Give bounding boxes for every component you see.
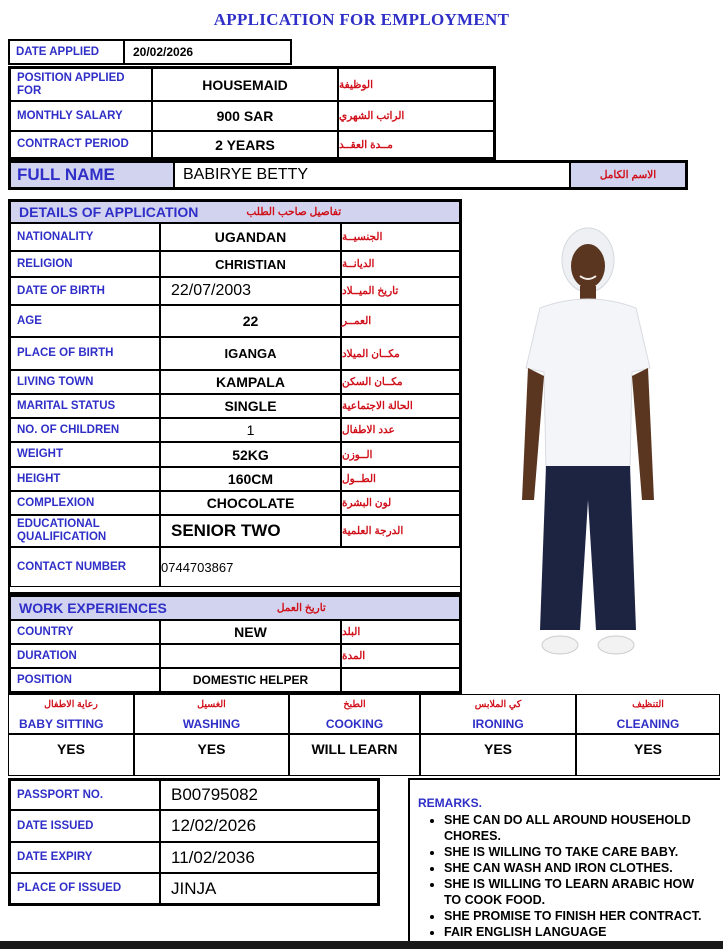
details-row-arabic: الدرجة العلمية (341, 515, 460, 547)
details-row-value: IGANGA (160, 337, 341, 370)
remarks-block (408, 778, 720, 942)
details-row-label: DATE OF BIRTH (10, 277, 160, 305)
full-name-value: BABIRYE BETTY (174, 162, 570, 188)
details-row-arabic: الديانــة (341, 251, 460, 277)
skill-header-cell (420, 694, 576, 734)
details-row-label: CONTACT NUMBER (10, 547, 160, 587)
details-header-label: DETAILS OF APPLICATION (19, 204, 199, 220)
details-row-label: LIVING TOWN (10, 370, 160, 394)
full-name-label: FULL NAME (10, 162, 174, 188)
work-row-arabic (341, 668, 460, 692)
details-row-value: SINGLE (160, 394, 341, 418)
passport-label: DATE EXPIRY (10, 842, 160, 873)
skill-arabic: رعاية الاطفال (44, 699, 98, 710)
work-row-arabic: المدة (341, 644, 460, 668)
skill-label: IRONING (472, 717, 524, 731)
details-row-arabic: الطــول (341, 467, 460, 491)
contract-value: 2 YEARS (152, 131, 338, 158)
passport-label: PLACE OF ISSUED (10, 873, 160, 904)
details-row-value: 22 (160, 305, 341, 337)
position-value: HOUSEMAID (152, 68, 338, 101)
details-row-arabic: الــوزن (341, 442, 460, 467)
details-row-label: RELIGION (10, 251, 160, 277)
passport-value: B00795082 (160, 780, 378, 810)
skill-value: YES (134, 734, 289, 776)
work-row-value: DOMESTIC HELPER (160, 668, 341, 692)
skill-value: YES (8, 734, 134, 776)
details-row-value: UGANDAN (160, 223, 341, 251)
details-row-label: WEIGHT (10, 442, 160, 467)
applicant-photo (500, 200, 710, 670)
details-row-value: CHRISTIAN (160, 251, 341, 277)
details-row-label: PLACE OF BIRTH (10, 337, 160, 370)
details-row-value: KAMPALA (160, 370, 341, 394)
details-row-arabic: لون البشرة (341, 491, 460, 515)
details-row-arabic: عدد الاطفال (341, 418, 460, 442)
salary-arabic: الراتب الشهري (338, 101, 494, 131)
details-row-arabic: الجنسيــة (341, 223, 460, 251)
position-arabic: الوظيفة (338, 68, 494, 101)
details-row-label: NATIONALITY (10, 223, 160, 251)
details-header (10, 201, 460, 223)
contract-arabic: مــدة العقــد (338, 131, 494, 158)
applicant-figure-illustration (500, 200, 710, 670)
details-row-value: 22/07/2003 (160, 277, 341, 305)
work-row-label: POSITION (10, 668, 160, 692)
skill-label: WASHING (182, 717, 241, 731)
details-row-label: MARITAL STATUS (10, 394, 160, 418)
bottom-border (0, 941, 723, 949)
details-row-value: 52KG (160, 442, 341, 467)
remark-item: • SHE IS WILLING TO TAKE CARE BABY. (444, 844, 712, 860)
passport-value: JINJA (160, 873, 378, 904)
skill-label: BABY SITTING (19, 717, 104, 731)
remarks-title: REMARKS. (418, 796, 483, 810)
salary-label: MONTHLY SALARY (10, 101, 152, 131)
passport-label: PASSPORT NO. (10, 780, 160, 810)
passport-label: DATE ISSUED (10, 810, 160, 842)
skill-header-cell (576, 694, 720, 734)
skill-value: WILL LEARN (289, 734, 420, 776)
full-name-arabic: الاسم الكامل (570, 162, 686, 188)
page-title: APPLICATION FOR EMPLOYMENT (213, 10, 510, 29)
work-header-arabic: تاريخ العمل (276, 602, 326, 614)
work-row-label: DURATION (10, 644, 160, 668)
skill-header-cell (289, 694, 420, 734)
work-header-label: WORK EXPERIENCES (19, 600, 167, 616)
details-row-arabic: مكــان السكن (341, 370, 460, 394)
skill-value: YES (576, 734, 720, 776)
work-header (10, 596, 460, 620)
details-row-arabic: الحالة الاجتماعية (341, 394, 460, 418)
skill-arabic: الطبخ (343, 699, 366, 710)
details-row-value: 160CM (160, 467, 341, 491)
contract-label: CONTRACT PERIOD (10, 131, 152, 158)
details-row-arabic: العمــر (341, 305, 460, 337)
details-row-value: 0744703867 (160, 547, 460, 587)
skill-label: COOKING (325, 717, 384, 731)
salary-value: 900 SAR (152, 101, 338, 131)
work-row-arabic: البلد (341, 620, 460, 644)
skill-arabic: كي الملابس (474, 699, 522, 710)
skill-label: CLEANING (616, 717, 680, 731)
skill-arabic: الغسيل (197, 699, 226, 710)
position-label: POSITION APPLIED FOR (10, 68, 152, 101)
details-row-value: CHOCOLATE (160, 491, 341, 515)
remark-item: • SHE CAN DO ALL AROUND HOUSEHOLD CHORES. (444, 812, 712, 844)
date-applied-label: DATE APPLIED (8, 39, 124, 65)
details-row-value: SENIOR TWO (160, 515, 341, 547)
date-applied-value: 20/02/2026 (124, 39, 292, 65)
passport-value: 12/02/2026 (160, 810, 378, 842)
work-row-value (160, 644, 341, 668)
details-row-label: AGE (10, 305, 160, 337)
details-row-arabic: مكــان الميلاد (341, 337, 460, 370)
details-row-arabic: تاريخ الميــلاد (341, 277, 460, 305)
skill-header-cell (8, 694, 134, 734)
remark-item: • SHE IS WILLING TO LEARN ARABIC HOW TO COOK FOOD. (444, 876, 712, 908)
remark-item: • SHE PROMISE TO FINISH HER CONTRACT. (444, 908, 712, 924)
details-row-value: 1 (160, 418, 341, 442)
skill-arabic: التنظيف (632, 699, 664, 710)
details-row-label: COMPLEXION (10, 491, 160, 515)
work-row-label: COUNTRY (10, 620, 160, 644)
details-row-label: NO. OF CHILDREN (10, 418, 160, 442)
skill-value: YES (420, 734, 576, 776)
remark-item: • FAIR ENGLISH LANGUAGE (444, 924, 712, 940)
details-row-label: HEIGHT (10, 467, 160, 491)
skill-header-cell (134, 694, 289, 734)
details-row-label: EDUCATIONAL QUALIFICATION (10, 515, 160, 547)
work-row-value: NEW (160, 620, 341, 644)
remarks-list (418, 812, 712, 940)
details-header-arabic: تفاصيل صاحب الطلب (246, 206, 342, 218)
remark-item: • SHE CAN WASH AND IRON CLOTHES. (444, 860, 712, 876)
passport-value: 11/02/2036 (160, 842, 378, 873)
